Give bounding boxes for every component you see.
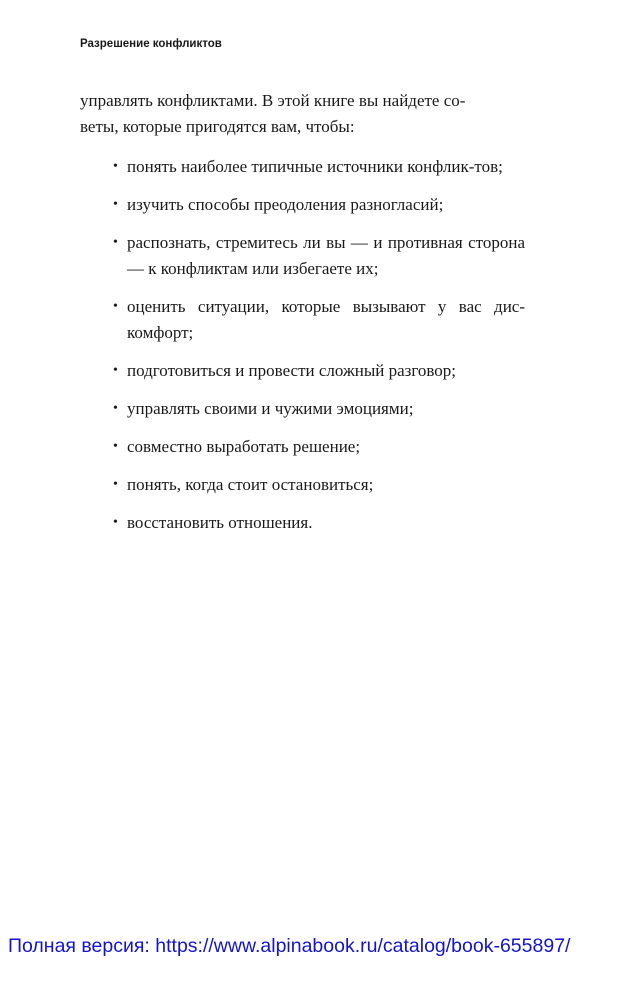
- list-item: [80, 230, 525, 282]
- intro-paragraph-line-1: управлять конфликтами. В этой книге вы найдете со-: [80, 91, 466, 110]
- advice-bullet-list: [80, 154, 525, 536]
- bullet-icon: •: [113, 477, 118, 492]
- book-body-text: [80, 88, 525, 548]
- list-item: [80, 472, 525, 498]
- list-item: [80, 434, 525, 460]
- intro-paragraph: [80, 88, 525, 140]
- bullet-icon: •: [113, 363, 118, 378]
- intro-paragraph-line-2: веты, которые пригодятся вам, чтобы:: [80, 117, 355, 136]
- bullet-icon: •: [113, 515, 118, 530]
- list-item-text: понять, когда стоит остановиться;: [127, 475, 374, 494]
- list-item-text: понять наиболее типичные источники конфлик-тов;: [127, 157, 503, 176]
- list-item: [80, 396, 525, 422]
- list-item-text: изучить способы преодоления разногласий;: [127, 195, 444, 214]
- list-item-text: управлять своими и чужими эмоциями;: [127, 399, 414, 418]
- bullet-icon: •: [113, 235, 118, 250]
- list-item-text: распознать, стремитесь ли вы — и противная сторона — к конфликтам или избегаете их;: [127, 233, 525, 278]
- full-version-link[interactable]: Полная версия: https://www.alpinabook.ru/catalog/book-655897/: [8, 935, 571, 957]
- running-header: Разрешение конфликтов: [80, 38, 222, 50]
- bullet-icon: •: [113, 197, 118, 212]
- list-item-text: подготовиться и провести сложный разговор;: [127, 361, 457, 380]
- bullet-icon: •: [113, 159, 118, 174]
- bullet-icon: •: [113, 299, 118, 314]
- list-item-text: восстановить отношения.: [127, 513, 313, 532]
- list-item-text: совместно выработать решение;: [127, 437, 361, 456]
- bullet-icon: •: [113, 401, 118, 416]
- list-item: [80, 510, 525, 536]
- list-item: [80, 154, 525, 180]
- bullet-icon: •: [113, 439, 118, 454]
- list-item: [80, 358, 525, 384]
- list-item: [80, 192, 525, 218]
- list-item-text: оценить ситуации, которые вызывают у вас дис-комфорт;: [127, 297, 525, 342]
- list-item: [80, 294, 525, 346]
